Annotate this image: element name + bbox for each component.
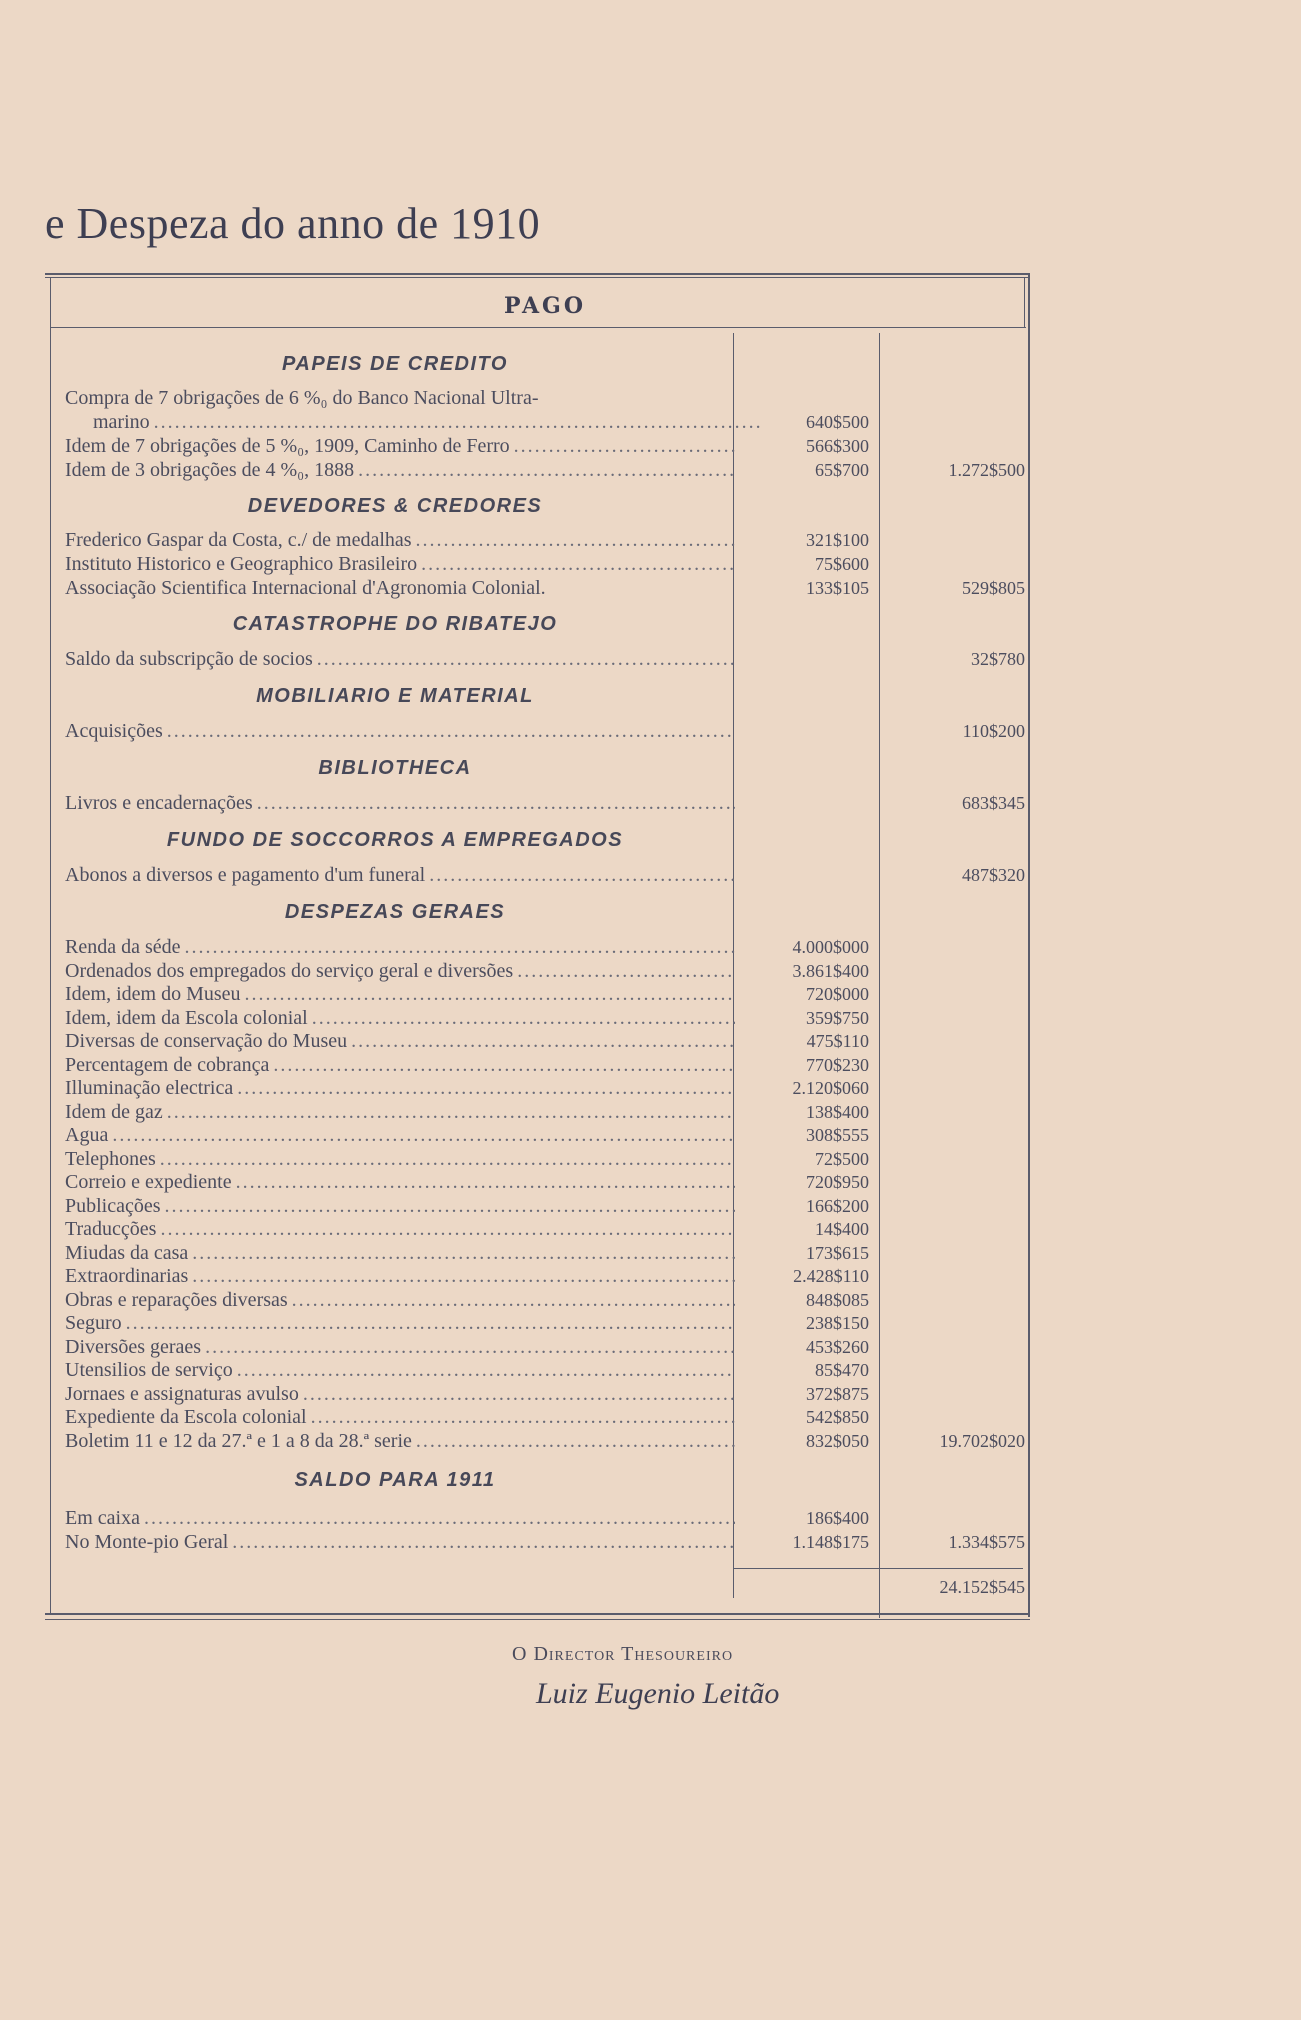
row-amount: 85$470 <box>815 1360 869 1380</box>
row-amount: 166$200 <box>806 1195 869 1216</box>
row-total: 1.334$575 <box>948 1532 1025 1552</box>
ledger-row <box>65 959 1015 983</box>
ledger-row <box>65 1194 1015 1218</box>
row-amount: 453$260 <box>806 1336 869 1357</box>
row-amount: 75$600 <box>815 554 869 574</box>
row-label: Illuminação electrica ..... <box>65 1076 735 1100</box>
row-label: Saldo da subscripção de socios ..... <box>65 647 735 671</box>
row-amount: 186$400 <box>806 1508 869 1528</box>
row-amount: 138$400 <box>806 1101 869 1122</box>
ledger-row <box>65 1358 1015 1382</box>
section-heading: CATASTROPHE DO RIBATEJO <box>232 613 558 635</box>
row-total: 487$320 <box>962 865 1025 885</box>
total-rule <box>733 1568 1023 1569</box>
row-amount: 238$150 <box>806 1313 869 1333</box>
row-label: Correio e expediente ..... <box>65 1170 735 1194</box>
ledger-row <box>65 458 1025 482</box>
ledger-row <box>65 528 1015 552</box>
row-label: Acquisições ..... <box>65 719 735 743</box>
page-title: e Despeza do anno de 1910 <box>45 199 541 248</box>
ledger-row <box>65 1006 1015 1030</box>
row-label: Telephones ..... <box>65 1147 735 1171</box>
bottom-rule <box>45 1613 1030 1615</box>
ledger-row <box>65 410 1015 434</box>
row-amount: 359$750 <box>806 1007 869 1028</box>
row-label: Idem, idem do Museu ..... <box>65 982 735 1006</box>
row-amount: 542$850 <box>806 1407 869 1427</box>
row-amount: 640$500 <box>806 412 869 432</box>
bottom-rule-inner <box>45 1619 1030 1620</box>
row-amount: 173$615 <box>806 1242 869 1263</box>
ledger-row <box>65 1123 1015 1147</box>
row-label: Ordenados dos empregados do serviço geral e diversões ..... <box>65 959 735 983</box>
row-total: 110$200 <box>962 721 1025 741</box>
section-heading: DEVEDORES & CREDORES <box>247 495 543 517</box>
row-amount: 372$875 <box>806 1383 869 1404</box>
signature-role: O Director Thesoureiro <box>512 1643 734 1665</box>
ledger-row <box>65 1405 1015 1429</box>
ledger-row <box>65 863 1025 887</box>
ledger-row <box>65 791 1025 815</box>
row-label: Idem, idem da Escola colonial ..... <box>65 1006 735 1030</box>
ledger-row <box>65 1311 1015 1335</box>
row-label: marino ..... <box>65 410 763 434</box>
row-label: Compra de 7 obrigações de 6 %₀ do Banco Nacional Ultra- <box>65 387 539 409</box>
ledger-row <box>65 1382 1015 1406</box>
row-amount: 72$500 <box>815 1148 869 1169</box>
row-amount: 475$110 <box>806 1031 869 1051</box>
row-label: Abonos a diversos e pagamento d'um funeral ..... <box>65 863 735 887</box>
ledger-row <box>65 935 1015 959</box>
row-label: Utensilios de serviço ..... <box>65 1358 735 1382</box>
row-label: Frederico Gaspar da Costa, c./ de medalhas ..... <box>65 528 735 552</box>
row-label: Jornaes e assignaturas avulso ..... <box>65 1382 735 1406</box>
ledger-row <box>65 1029 1015 1053</box>
row-amount: 1.148$175 <box>792 1532 869 1552</box>
row-amount: 720$000 <box>806 984 869 1004</box>
row-label: Expediente da Escola colonial ..... <box>65 1405 735 1429</box>
row-amount: 720$950 <box>806 1172 869 1192</box>
row-label: Percentagem de cobrança ..... <box>65 1053 735 1077</box>
row-amount: 65$700 <box>815 460 869 480</box>
row-amount: 2.428$110 <box>793 1266 869 1286</box>
ledger-row <box>65 1335 1015 1359</box>
row-label: Boletim 11 e 12 da 27.ª e 1 a 8 da 28.ª serie ..... <box>65 1429 735 1453</box>
row-label: Instituto Historico e Geographico Brasileiro ..... <box>65 552 735 576</box>
ledger-row <box>65 1264 1015 1288</box>
grand-total-row <box>65 1575 1025 1599</box>
row-label: Idem de gaz ..... <box>65 1100 735 1124</box>
ledger-row <box>65 1429 1025 1453</box>
row-label: Agua ..... <box>65 1123 735 1147</box>
row-amount: 14$400 <box>815 1219 869 1239</box>
right-rule <box>1028 275 1030 1617</box>
row-label: Extraordinarias ..... <box>65 1264 735 1288</box>
ledger-row <box>65 1100 1015 1124</box>
top-rule <box>45 273 1030 275</box>
ledger-row <box>65 386 1015 410</box>
signature-name: Luiz Eugenio Leitão <box>536 1677 780 1710</box>
row-label: Miudas da casa ..... <box>65 1241 735 1265</box>
section-heading: DESPEZAS GERAES <box>284 901 506 923</box>
row-amount: 321$100 <box>806 530 869 550</box>
row-label: No Monte-pio Geral ..... <box>65 1530 735 1554</box>
row-amount: 832$050 <box>806 1430 869 1451</box>
row-label: Diversas de conservação do Museu ..... <box>65 1029 735 1053</box>
row-label: Obras e reparações diversas ..... <box>65 1288 735 1312</box>
row-amount: 133$105 <box>806 578 869 598</box>
section-heading: MOBILIARIO E MATERIAL <box>256 685 534 707</box>
ledger-row <box>65 576 1025 600</box>
ledger-row <box>65 1506 1015 1530</box>
ledger-row <box>65 647 1025 671</box>
header-rule <box>50 327 1026 328</box>
row-amount: 4.000$000 <box>792 937 869 957</box>
section-heading: FUNDO DE SOCCORROS A EMPREGADOS <box>166 829 624 851</box>
ledger-row <box>65 1170 1015 1194</box>
ledger-row <box>65 552 1015 576</box>
section-heading: BIBLIOTHECA <box>318 757 472 779</box>
row-label: Renda da séde ..... <box>65 935 735 959</box>
row-label: Livros e encadernações ..... <box>65 791 735 815</box>
ledger-row <box>65 434 1015 458</box>
ledger-row <box>65 982 1015 1006</box>
ledger-row <box>65 719 1025 743</box>
row-label: Diversões geraes ..... <box>65 1335 735 1359</box>
row-label: Em caixa ..... <box>65 1506 735 1530</box>
row-amount: 2.120$060 <box>792 1078 869 1098</box>
row-label: Seguro ..... <box>65 1311 735 1335</box>
grand-total: 24.152$545 <box>939 1577 1025 1597</box>
section-heading: PAPEIS DE CREDITO <box>282 353 508 375</box>
row-amount: 566$300 <box>806 436 869 456</box>
row-total: 32$780 <box>971 649 1025 669</box>
row-amount: 3.861$400 <box>792 960 869 981</box>
ledger-row <box>65 1147 1015 1171</box>
row-label: Traducções ..... <box>65 1217 735 1241</box>
ledger-row <box>65 1288 1015 1312</box>
row-total: 19.702$020 <box>939 1430 1025 1451</box>
row-label: Idem de 3 obrigações de 4 %₀, 1888 ..... <box>65 458 735 482</box>
section-heading: SALDO PARA 1911 <box>294 1469 496 1491</box>
left-rule <box>50 278 51 1613</box>
row-total: 683$345 <box>962 793 1025 813</box>
ledger-row <box>65 1217 1015 1241</box>
ledger-row <box>65 1530 1025 1554</box>
column-header: PAGO <box>504 293 586 319</box>
ledger-row <box>65 1241 1015 1265</box>
row-label: Idem de 7 obrigações de 5 %₀, 1909, Caminho de Ferro ..... <box>65 434 735 458</box>
ledger-table <box>45 273 1033 1621</box>
top-rule-inner <box>45 277 1030 278</box>
row-amount: 308$555 <box>806 1125 869 1145</box>
ledger-row <box>65 1076 1015 1100</box>
row-label: Associação Scientifica Internacional d'Agronomia Colonial. <box>65 577 546 599</box>
row-label: Publicações ..... <box>65 1194 735 1218</box>
ledger-row <box>65 1053 1015 1077</box>
row-amount: 848$085 <box>806 1289 869 1310</box>
row-amount: 770$230 <box>806 1054 869 1075</box>
row-total: 1.272$500 <box>948 460 1025 480</box>
row-total: 529$805 <box>962 578 1025 598</box>
